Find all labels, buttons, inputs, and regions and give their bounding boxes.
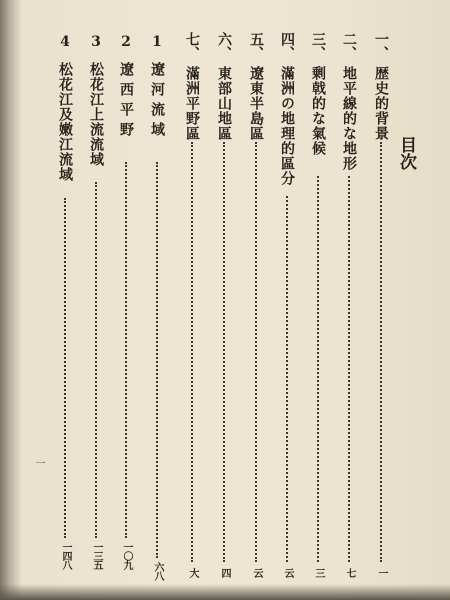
dot-leader [317,176,319,562]
dot-leader [348,176,350,562]
binding-shadow [0,0,22,600]
entry-number: 五、 [248,32,264,60]
dot-leader [286,196,288,562]
toc-entry [306,0,330,600]
entry-number: 四、 [279,32,295,60]
entry-title: 遼西平野 [118,62,134,142]
toc-entry [275,0,299,600]
dot-leader [255,142,257,562]
entry-page-number: 三 [313,568,324,577]
entry-page-number: 四 [219,568,230,577]
dot-leader [191,142,193,562]
entry-title: 滿洲平野區 [184,66,200,141]
toc-subentry [114,0,138,600]
entry-page-number: 云 [282,568,293,577]
folio-page-number: 一 [33,458,44,468]
entry-page-number: 七 [344,568,355,577]
entry-page-number: 一 [376,568,387,577]
entry-number: 一、 [373,32,389,60]
toc-entry [180,0,204,600]
entry-page-number: 云 [251,568,262,577]
entry-page-number: 一三五 [91,542,102,569]
dot-leader [156,162,158,558]
entry-title: 東部山地區 [216,66,232,141]
entry-number: 2 [118,34,134,50]
toc-entry [244,0,268,600]
dot-leader [223,142,225,562]
folio-column [26,0,50,600]
dot-leader [64,198,66,538]
toc-subentry [53,0,77,600]
toc-subentry [145,0,169,600]
entry-page-number: 一四八 [60,542,71,569]
dot-leader [125,162,127,538]
toc-subentry [84,0,108,600]
entry-number: 六、 [216,32,232,60]
toc-entry [369,0,393,600]
entry-number: 七、 [184,32,200,60]
entry-number: 1 [149,34,165,50]
entry-page-number: 一〇九 [121,542,132,569]
title-column [395,0,419,600]
entry-number: 3 [88,34,104,50]
entry-title: 松花江上流流域 [88,62,104,167]
entry-title: 遼東半島區 [248,66,264,141]
entry-title: 剰戟的な氣候 [310,66,326,156]
toc-entry [212,0,236,600]
page-title: 目次 [396,136,416,170]
entry-title: 歴史的背景 [373,66,389,141]
entry-title: 遼河流域 [149,62,165,142]
entry-page-number: 六八 [152,562,163,580]
entry-number: 二、 [341,32,357,60]
entry-number: 4 [57,34,73,50]
toc-entry [337,0,361,600]
dot-leader [380,142,382,562]
entry-page-number: 大 [187,568,198,577]
entry-title: 松花江及嫩江流域 [57,62,73,182]
entry-number: 三、 [310,32,326,60]
entry-title: 地平線的な地形 [341,66,357,171]
entry-title: 滿洲の地理的區分 [279,66,295,186]
dot-leader [95,182,97,538]
